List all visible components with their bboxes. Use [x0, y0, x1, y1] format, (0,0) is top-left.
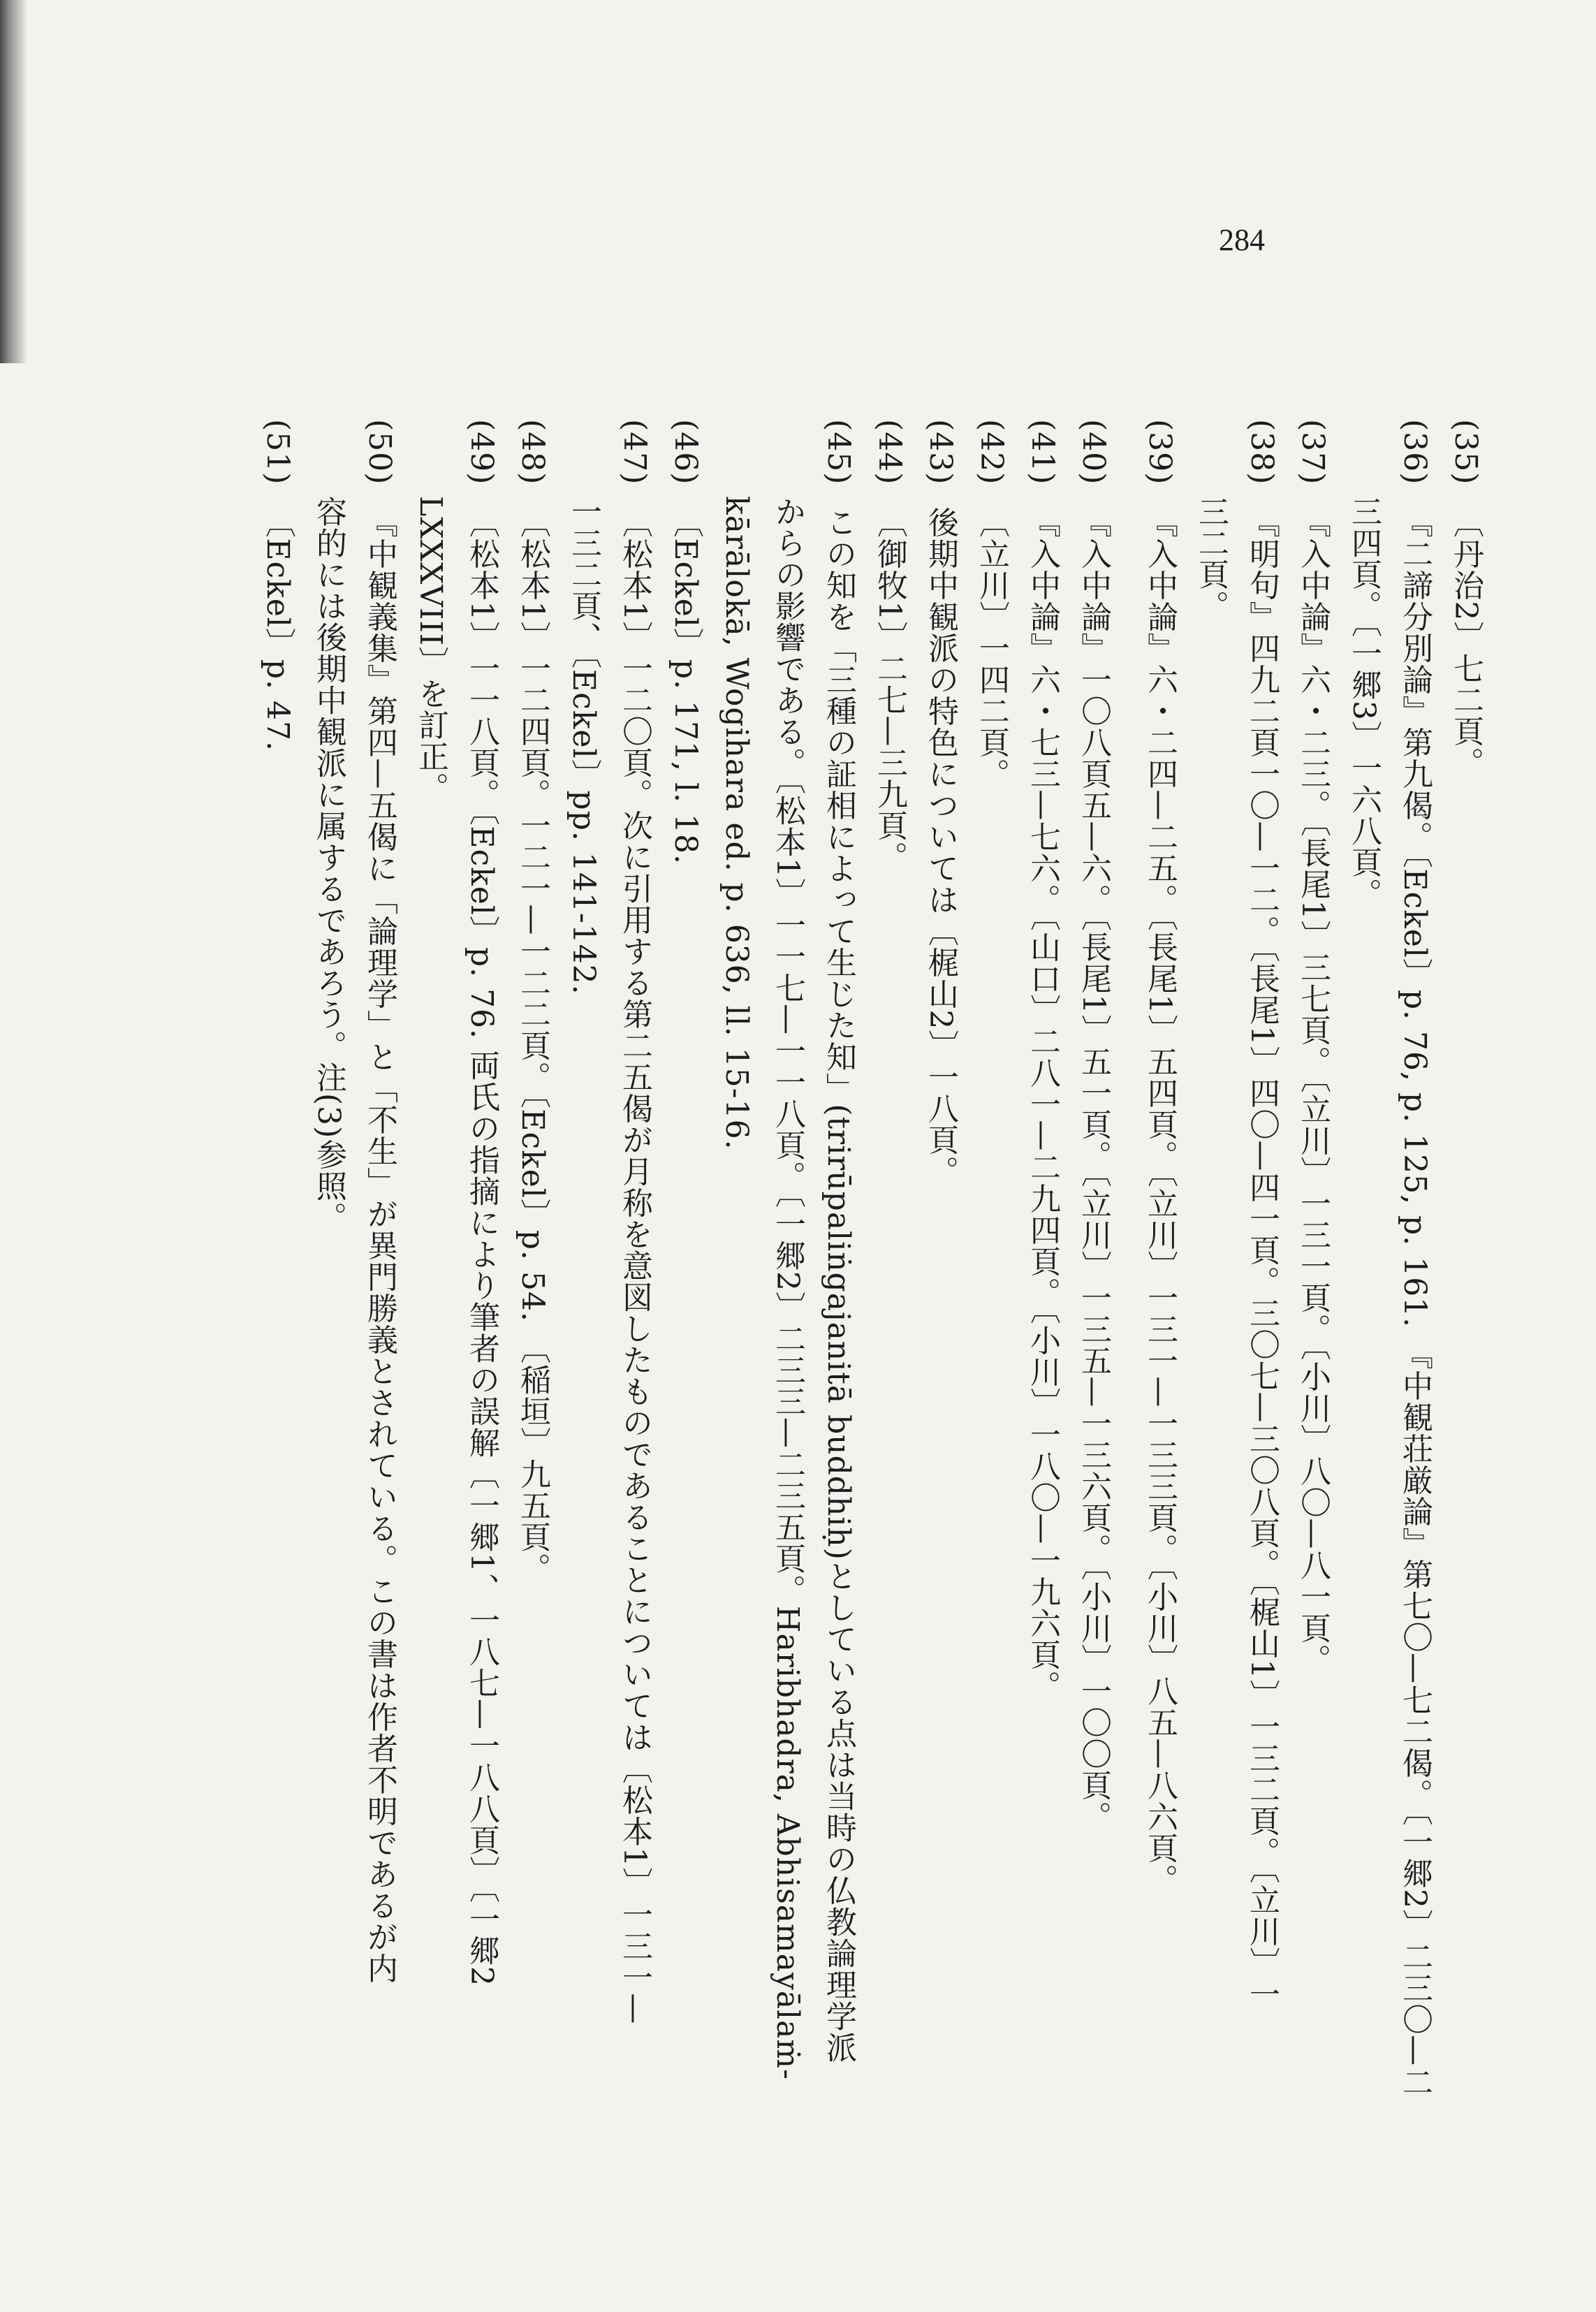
note-37 — [1287, 419, 1338, 2151]
note-continuation: 一三二頁、〔Eckel〕pp. 141-142. — [566, 496, 601, 995]
note-44 — [864, 419, 915, 2151]
note-number: (48) — [515, 419, 550, 485]
scan-edge-shadow — [0, 0, 28, 363]
note-41 — [1017, 419, 1068, 2151]
note-number: (42) — [974, 419, 1009, 485]
note-text: この知を「三種の証相によって生じた知」(trirūpaliṅgajanitā buddhiḥ)としている点は当時の仏教論理学派 — [821, 506, 856, 2063]
note-number: (41) — [1025, 419, 1060, 485]
note-continuation: 三二頁。 — [1193, 496, 1229, 622]
note-51 — [252, 419, 303, 2151]
note-text: 後期中観派の特色については〔梶山2〕一八頁。 — [923, 506, 958, 1187]
note-number: (38) — [1244, 419, 1280, 485]
note-number: (44) — [872, 419, 907, 485]
note-number: (35) — [1448, 419, 1484, 485]
note-text: 〔丹治2〕七二頁。 — [1448, 506, 1484, 779]
page-number: 284 — [1219, 223, 1265, 257]
note-number: (36) — [1397, 419, 1433, 485]
note-text: 〔御牧1〕二七—三九頁。 — [872, 506, 907, 873]
note-text: 〔Eckel〕p. 171, l. 18. — [668, 506, 703, 865]
note-text: 『入中論』六・二三。〔長尾1〕三七頁。〔立川〕一三一頁。〔小川〕八〇—八一頁。 — [1295, 506, 1331, 1676]
note-number: (51) — [260, 419, 295, 485]
note-39 — [1134, 419, 1185, 2151]
note-50 — [303, 419, 405, 2151]
note-text: 〔松本1〕一二〇頁。次に引用する第二五偈が月称を意図したものであることについては〔松本1〕一三一— — [617, 506, 652, 2025]
note-continuation: 三四頁。〔一郷3〕一六八頁。 — [1346, 496, 1382, 909]
note-text: 〔松本1〕一二四頁。一二一—一二二頁。〔Eckel〕p. 54. 〔稲垣〕九五頁。 — [515, 506, 550, 1584]
note-45 — [711, 419, 864, 2151]
note-text: 『中観義集』第四—五偈に「論理学」と「不生」が異門勝義とされている。この書は作者不明であるが内 — [362, 506, 397, 1984]
note-47 — [558, 419, 660, 2151]
note-number: (37) — [1295, 419, 1331, 485]
note-number: (47) — [617, 419, 652, 485]
note-40 — [1068, 419, 1119, 2151]
note-49 — [405, 419, 507, 2151]
note-number: (45) — [821, 419, 856, 485]
note-36 — [1338, 419, 1440, 2151]
note-text: 『入中論』六・七三—七六。〔山口〕二八一—二九四頁。〔小川〕一八〇—一九六頁。 — [1025, 506, 1060, 1702]
note-35 — [1440, 419, 1491, 2151]
note-number: (40) — [1076, 419, 1111, 485]
note-42 — [966, 419, 1017, 2151]
note-number: (39) — [1142, 419, 1178, 485]
note-number: (50) — [362, 419, 397, 485]
note-text: 『入中論』一〇八頁五—六。〔長尾1〕五一頁。〔立川〕一三五—一三六頁。〔小川〕一〇〇頁。 — [1076, 506, 1111, 1833]
endnotes-column — [252, 419, 1491, 2151]
note-text: 〔松本1〕一一八頁。〔Eckel〕p. 76. 両氏の指摘により筆者の誤解〔一郷1、一八七—一八八頁〕〔一郷2 — [464, 506, 499, 1987]
note-number: (43) — [923, 419, 958, 485]
note-continuation: LXXXVIII〕を訂正。 — [413, 496, 448, 804]
note-text: 『二諦分別論』第九偈。〔Eckel〕p. 76, p. 125, p. 161. 『中観荘厳論』第七〇—七二偈。〔一郷2〕二三〇—二 — [1397, 506, 1433, 2098]
note-continuation-2: kārālokā, Wogihara ed. p. 636, ll. 15-16. — [719, 496, 754, 1150]
note-text: 〔立川〕一四二頁。 — [974, 506, 1009, 790]
note-46 — [660, 419, 711, 2151]
note-text: 〔Eckel〕p. 47. — [260, 506, 295, 752]
note-43 — [915, 419, 966, 2151]
note-continuation: 容的には後期中観派に属するであろう。注(3)参照。 — [311, 496, 346, 1234]
note-48 — [507, 419, 558, 2151]
note-text: 『入中論』六・二四—二五。〔長尾1〕五四頁。〔立川〕一三一—一三三頁。〔小川〕八五—八六頁。 — [1142, 506, 1178, 1896]
note-continuation: からの影響である。〔松本1〕一一七—一一八頁。〔一郷2〕二三三—二三五頁。Haribhadra, Abhisamayālaṁ- — [770, 496, 805, 2080]
note-text: 『明句』四九二頁一〇—一二。〔長尾1〕四〇—四一頁。三〇七—三〇八頁。〔梶山1〕一三二頁。〔立川〕一 — [1244, 506, 1280, 2010]
note-number: (49) — [464, 419, 499, 485]
note-38 — [1185, 419, 1287, 2151]
note-number: (46) — [668, 419, 703, 485]
